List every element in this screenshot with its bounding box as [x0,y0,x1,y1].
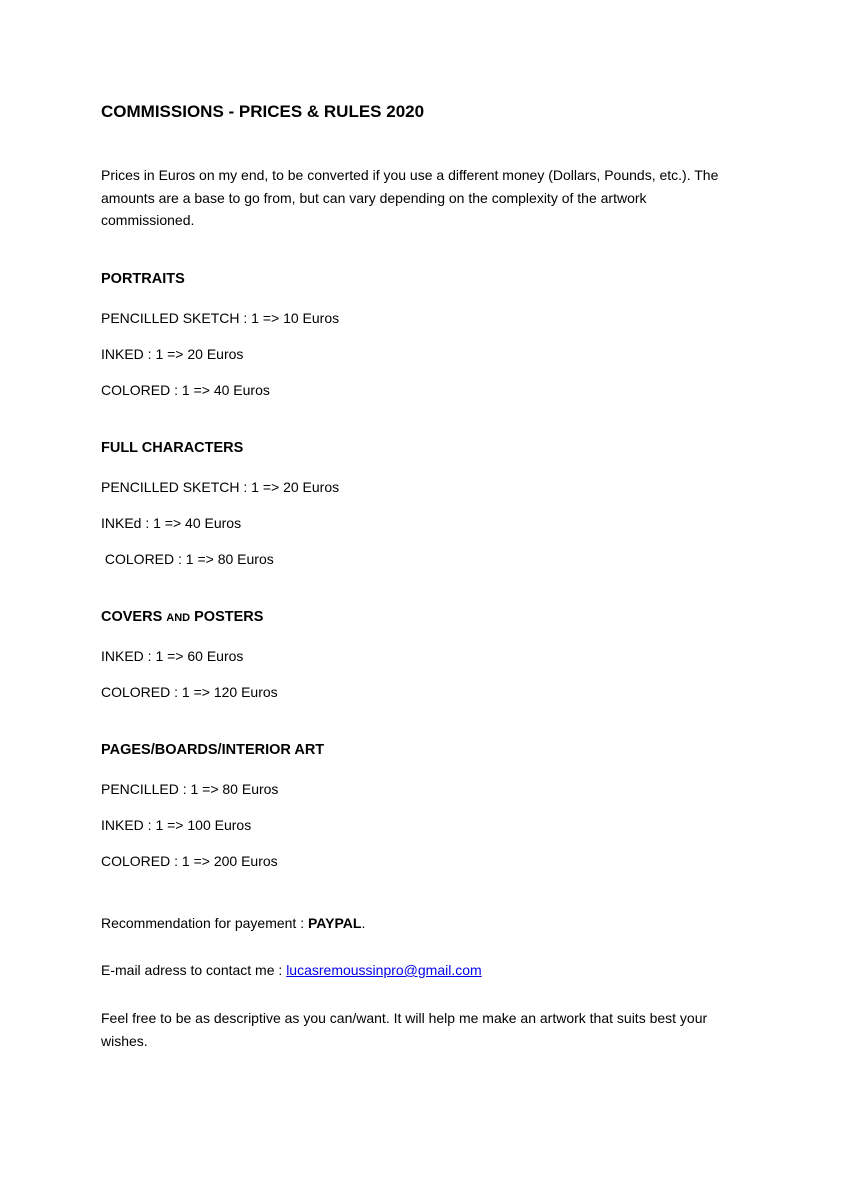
payment-label: Recommendation for payement : [101,915,308,931]
heading-text: COVERS [101,609,167,625]
contact-line [101,962,482,978]
section-heading-covers-posters [101,609,263,625]
price-line: COLORED : 1 => 40 Euros [101,382,270,398]
intro-paragraph: Prices in Euros on my end, to be converted if you use a different money (Dollars, Pounds, etc.). The amounts are a base to go from, but can vary depending on the complexity of the artwork commissioned. [101,167,719,228]
section-heading-full-characters: FULL CHARACTERS [101,440,244,456]
heading-text: POSTERS [190,609,264,625]
closing-paragraph: Feel free to be as descriptive as you can/want. It will help me make an artwork that suits best your wishes. [101,1010,708,1049]
page-title: COMMISSIONS - PRICES & RULES 2020 [101,102,425,121]
payment-end: . [361,915,366,931]
price-line: INKED : 1 => 60 Euros [101,648,244,664]
price-line: COLORED : 1 => 80 Euros [101,551,274,567]
price-line: INKED : 1 => 100 Euros [101,817,252,833]
price-line: INKEd : 1 => 40 Euros [101,515,242,531]
price-line: PENCILLED SKETCH : 1 => 10 Euros [101,310,340,326]
section-heading-portraits: PORTRAITS [101,271,185,287]
payment-line [101,915,365,931]
email-link[interactable]: lucasremoussinpro@gmail.com [286,962,482,978]
payment-method: PAYPAL [308,915,362,931]
price-line: COLORED : 1 => 200 Euros [101,853,278,869]
section-heading-pages: PAGES/BOARDS/INTERIOR ART [101,742,325,758]
heading-text: AND [166,612,191,624]
price-line: COLORED : 1 => 120 Euros [101,684,278,700]
price-line: PENCILLED : 1 => 80 Euros [101,781,279,797]
price-line: PENCILLED SKETCH : 1 => 20 Euros [101,479,340,495]
price-line: INKED : 1 => 20 Euros [101,346,244,362]
contact-label: E-mail adress to contact me : [101,962,287,978]
